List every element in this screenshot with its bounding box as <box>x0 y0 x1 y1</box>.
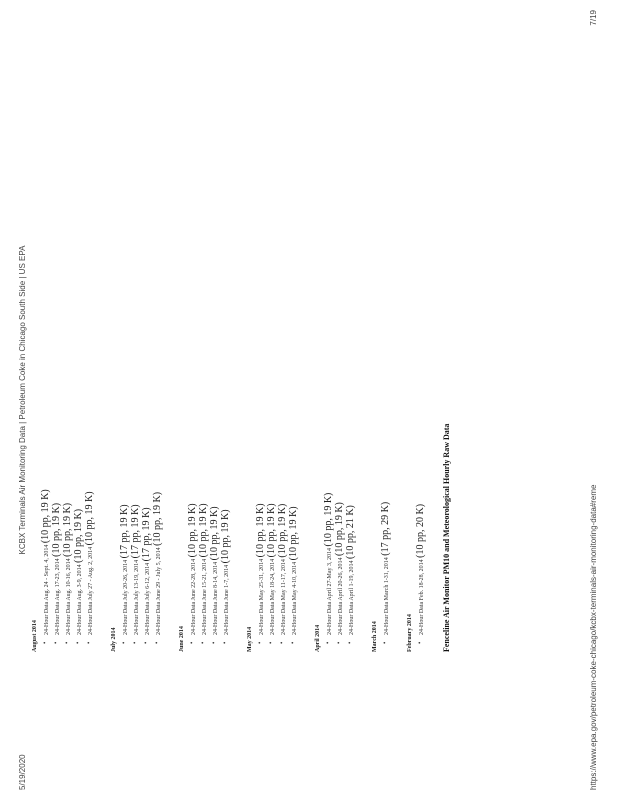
data-link-text[interactable]: 24-Hour Data April 27-May 3, 2014 <box>327 548 333 635</box>
file-size-label: (10 pp, 19 K) <box>209 506 220 561</box>
data-link-item[interactable] <box>40 32 51 644</box>
month-heading: April 2014 <box>315 624 321 652</box>
data-link-item[interactable] <box>198 32 209 644</box>
data-link-item[interactable] <box>152 32 163 644</box>
data-link-item[interactable] <box>119 32 130 644</box>
month-heading: August 2014 <box>32 620 38 652</box>
data-link-text[interactable]: 24-Hour Data April 20-26, 2014 <box>338 557 344 635</box>
data-link-text[interactable]: 24-Hour Data July 20-26, 2014 <box>123 559 129 635</box>
section-heading: Fenceline Air Monitor PM10 and Meteorological Hourly Raw Data <box>442 423 451 652</box>
month-heading: March 2014 <box>372 621 378 652</box>
data-link-item[interactable] <box>323 32 334 644</box>
data-link-text[interactable]: 24-Hour Data Aug. 10-16, 2014 <box>66 558 72 635</box>
file-size-label: (10 pp, 19 K) <box>84 491 95 546</box>
file-size-label: (17 pp, 19 K) <box>141 507 152 562</box>
data-link-text[interactable]: 24-Hour Data July 27 - Aug. 2, 2014 <box>88 546 94 635</box>
file-size-label: (17 pp, 29 K) <box>380 501 391 556</box>
data-link-item[interactable] <box>288 32 299 644</box>
data-link-text[interactable]: 24-Hour Data Aug. 3-9, 2014 <box>77 564 83 635</box>
data-link-text[interactable]: 24-Hour Data May 4-10, 2014 <box>292 561 298 635</box>
file-size-label: (10 pp, 19 K) <box>73 508 84 563</box>
data-link-item[interactable] <box>277 32 288 644</box>
data-link-list <box>255 32 299 652</box>
file-size-label: (10 pp, 19 K) <box>277 503 288 558</box>
data-link-text[interactable]: 24-Hour Data June 8-14, 2014 <box>213 561 219 635</box>
data-link-item[interactable] <box>220 32 231 644</box>
data-link-item[interactable] <box>209 32 220 644</box>
file-size-label: (10 pp, 19 K) <box>51 502 62 557</box>
data-link-item[interactable] <box>266 32 277 644</box>
data-link-text[interactable]: 24-Hour Data July 6-12, 2014 <box>145 562 151 635</box>
file-size-label: (10 pp, 19 K) <box>266 503 277 558</box>
data-link-list <box>119 32 163 652</box>
data-link-item[interactable] <box>255 32 266 644</box>
data-link-text[interactable]: 24-Hour Data June 15-21, 2014 <box>202 558 208 635</box>
file-size-label: (10 pp, 21 K) <box>345 505 356 559</box>
data-link-item[interactable] <box>51 32 62 644</box>
month-heading: July 2014 <box>111 627 117 652</box>
file-size-label: (10 pp, 20 K) <box>415 503 426 558</box>
data-link-text[interactable]: 24-Hour Data June 29 - July 5, 2014 <box>156 547 162 635</box>
file-size-label: (10 pp, 19 K) <box>152 491 163 546</box>
data-link-text[interactable]: 24-Hour Data March 1-31, 2014 <box>384 557 390 635</box>
file-size-label: (17 pp, 19 K) <box>119 504 130 559</box>
data-link-text[interactable]: 24-Hour Data April 1-19, 2014 <box>349 560 355 635</box>
data-link-text[interactable]: 24-Hour Data May 25-31, 2014 <box>259 558 265 635</box>
page-title: KCBX Terminals Air Monitoring Data | Petroleum Coke in Chicago South Side | US EPA <box>18 245 27 555</box>
data-link-item[interactable] <box>380 32 391 644</box>
monitoring-data-list <box>30 32 454 652</box>
data-link-item[interactable] <box>84 32 95 644</box>
data-link-item[interactable] <box>73 32 84 644</box>
page-number: 7/19 <box>589 10 598 26</box>
data-link-list <box>323 32 356 652</box>
data-link-text[interactable]: 24-Hour Data July 13-19, 2014 <box>134 559 140 635</box>
data-link-text[interactable]: 24-Hour Data May 11-17, 2014 <box>281 559 287 635</box>
data-link-item[interactable] <box>415 32 426 644</box>
file-size-label: (10 pp, 19 K) <box>198 503 209 558</box>
data-link-item[interactable] <box>62 32 73 644</box>
file-size-label: (10 pp, 19 K) <box>220 509 231 564</box>
data-link-list <box>40 32 95 652</box>
data-link-text[interactable]: 24-Hour Data June 22-28, 2014 <box>191 558 197 635</box>
file-size-label: (10 pp, 19 K) <box>334 502 345 556</box>
data-link-item[interactable] <box>141 32 152 644</box>
month-heading: June 2014 <box>179 626 185 652</box>
month-heading: May 2014 <box>247 626 253 652</box>
file-size-label: (10 pp, 19 K) <box>62 502 73 557</box>
file-size-label: (10 pp, 19 K) <box>187 503 198 558</box>
data-link-item[interactable] <box>345 32 356 644</box>
data-link-list <box>380 32 391 652</box>
data-link-text[interactable]: 24-Hour Data Aug. 24 - Sept. 4, 2014 <box>44 544 50 635</box>
month-heading: February 2014 <box>407 614 413 652</box>
data-link-text[interactable]: 24-Hour Data Feb. 18-28, 2014 <box>419 559 425 635</box>
data-link-text[interactable]: 24-Hour Data Aug. 17-23, 2014 <box>55 558 61 635</box>
page-url[interactable]: https://www.epa.gov/petroleum-coke-chicago/kcbx-terminals-air-monitoring-data#reme <box>589 484 598 790</box>
file-size-label: (17 pp, 19 K) <box>130 504 141 559</box>
file-size-label: (10 pp, 19 K) <box>40 489 51 544</box>
data-link-item[interactable] <box>334 32 345 644</box>
data-link-item[interactable] <box>187 32 198 644</box>
print-date: 5/19/2020 <box>18 754 27 790</box>
file-size-label: (10 pp, 19 K) <box>288 506 299 561</box>
file-size-label: (10 pp, 19 K) <box>323 492 334 547</box>
data-link-text[interactable]: 24-Hour Data June 1-7, 2014 <box>224 564 230 635</box>
data-link-list <box>415 32 426 652</box>
data-link-item[interactable] <box>130 32 141 644</box>
file-size-label: (10 pp, 19 K) <box>255 503 266 558</box>
data-link-list <box>187 32 231 652</box>
data-link-text[interactable]: 24-Hour Data May 18-24, 2014 <box>270 558 276 635</box>
